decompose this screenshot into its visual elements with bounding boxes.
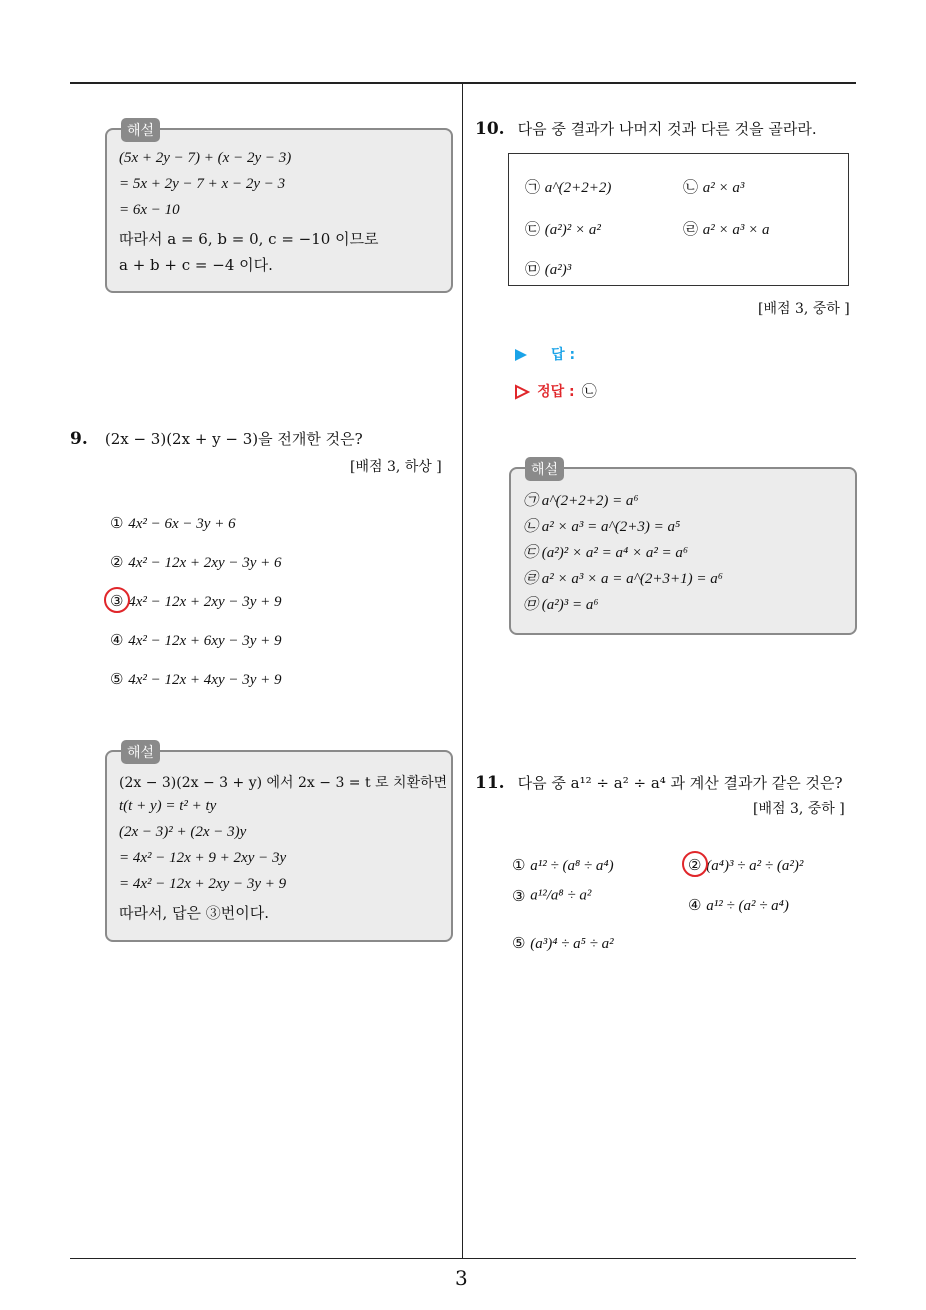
solution-tag: 해설 bbox=[525, 457, 564, 481]
option-1[interactable]: ① a¹² ÷ (a⁸ ÷ a⁴) bbox=[512, 856, 614, 874]
option-5[interactable]: ⑤ (a³)⁴ ÷ a⁵ ÷ a² bbox=[512, 934, 614, 952]
column-divider bbox=[462, 84, 463, 1258]
bottom-rule bbox=[70, 1258, 856, 1259]
option-5[interactable]: ⑤ 4x² − 12x + 4xy − 3y + 9 bbox=[110, 670, 282, 688]
choices-box bbox=[508, 153, 849, 286]
solution-line: 따라서, 답은 ③번이다. bbox=[119, 904, 269, 922]
solution-line: 따라서 a = 6, b = 0, c = −10 이므로 bbox=[119, 230, 379, 248]
solution-line: a + b + c = −4 이다. bbox=[119, 256, 273, 274]
option-2[interactable]: ② 4x² − 12x + 2xy − 3y + 6 bbox=[110, 553, 282, 571]
fraction-text: a¹²/a⁸ ÷ a² bbox=[530, 887, 592, 904]
solution-line: ㉠ a^(2+2+2) = a⁶ bbox=[523, 493, 639, 509]
score-label: [배점 3, 중하 ] bbox=[753, 801, 845, 817]
solution-line: = 4x² − 12x + 9 + 2xy − 3y bbox=[119, 850, 287, 866]
choice-a: ㉠ a^(2+2+2) bbox=[525, 178, 612, 196]
solution-line: (5x + 2y − 7) + (x − 2y − 3) bbox=[119, 150, 292, 166]
solution-line: ㉢ (a²)² × a² = a⁴ × a² = a⁶ bbox=[523, 545, 689, 561]
question-text: 다음 중 결과가 나머지 것과 다른 것을 골라라. bbox=[517, 120, 817, 138]
solution-tag: 해설 bbox=[121, 740, 160, 764]
choice-d: ㉣ a² × a³ × a bbox=[683, 220, 770, 238]
correct-label: 정답 : bbox=[537, 384, 575, 400]
option-3[interactable]: ③ 4x² − 12x + 2xy − 3y + 9 bbox=[110, 592, 282, 610]
page-number: 3 bbox=[455, 1266, 468, 1290]
score-label: [배점 3, 하상 ] bbox=[350, 459, 442, 475]
question-text: (2x − 3)(2x + y − 3)을 전개한 것은? bbox=[104, 430, 363, 448]
option-4[interactable]: ④ a¹² ÷ (a² ÷ a⁴) bbox=[688, 896, 789, 914]
play-filled-icon bbox=[514, 348, 528, 362]
question-9 bbox=[70, 428, 363, 449]
answer-circle-mark bbox=[682, 851, 708, 877]
question-number: 10. bbox=[475, 119, 505, 139]
solution-line: ㉣ a² × a³ × a = a^(2+3+1) = a⁶ bbox=[523, 571, 724, 587]
answer-label: 답 : bbox=[551, 347, 576, 363]
choice-c: ㉢ (a²)² × a² bbox=[525, 220, 601, 238]
solution-line: t(t + y) = t² + ty bbox=[119, 798, 217, 814]
solution-line: = 5x + 2y − 7 + x − 2y − 3 bbox=[119, 176, 286, 192]
solution-line: ㉡ a² × a³ = a^(2+3) = a⁵ bbox=[523, 519, 681, 535]
solution-box-9 bbox=[105, 745, 453, 942]
solution-box-8 bbox=[105, 123, 453, 293]
top-rule bbox=[70, 82, 856, 84]
solution-line: = 4x² − 12x + 2xy − 3y + 9 bbox=[119, 876, 287, 892]
question-10 bbox=[475, 118, 817, 139]
question-11 bbox=[475, 772, 843, 793]
solution-box-10 bbox=[509, 462, 857, 635]
correct-value: ㉡ bbox=[581, 382, 597, 400]
question-number: 9. bbox=[70, 429, 88, 449]
choice-e: ㉤ (a²)³ bbox=[525, 260, 572, 278]
option-2[interactable]: ② (a⁴)³ ÷ a² ÷ (a²)² bbox=[688, 856, 804, 874]
choice-b: ㉡ a² × a³ bbox=[683, 178, 745, 196]
answer-circle-mark bbox=[104, 587, 130, 613]
solution-line: ㉤ (a²)³ = a⁶ bbox=[523, 597, 599, 613]
solution-line: (2x − 3)(2x − 3 + y) 에서 2x − 3 = t 로 치환하면 bbox=[119, 775, 448, 791]
answer-row bbox=[514, 344, 575, 364]
solution-tag: 해설 bbox=[121, 118, 160, 142]
question-text: 다음 중 a¹² ÷ a² ÷ a⁴ 과 계산 결과가 같은 것은? bbox=[517, 774, 843, 792]
score-label: [배점 3, 중하 ] bbox=[758, 301, 850, 317]
question-number: 11. bbox=[475, 773, 505, 793]
solution-line: (2x − 3)² + (2x − 3)y bbox=[119, 824, 247, 840]
play-outline-icon bbox=[514, 384, 530, 400]
correct-answer-row bbox=[514, 380, 597, 401]
solution-line: = 6x − 10 bbox=[119, 202, 180, 218]
option-4[interactable]: ④ 4x² − 12x + 6xy − 3y + 9 bbox=[110, 631, 282, 649]
option-3[interactable]: ③ a¹²/a⁸ ÷ a² bbox=[512, 887, 592, 905]
option-1[interactable]: ① 4x² − 6x − 3y + 6 bbox=[110, 514, 236, 532]
